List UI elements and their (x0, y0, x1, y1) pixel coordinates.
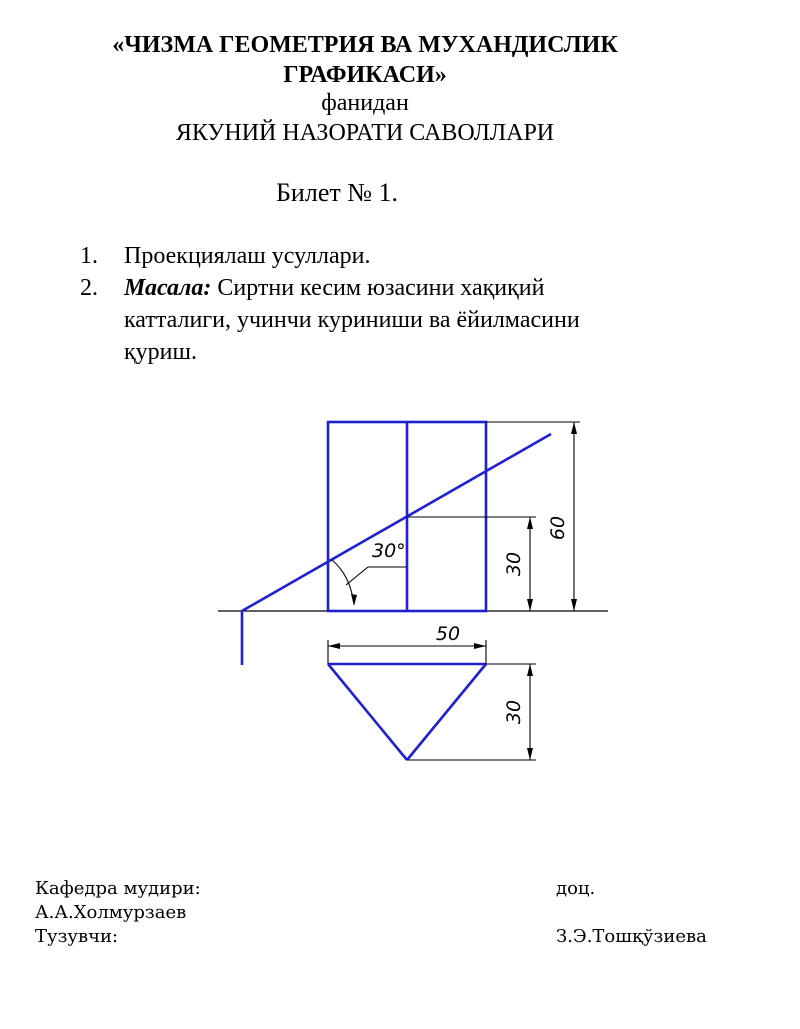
question-2-text-line1: Сиртни кесим юзасини хақиқий (217, 275, 545, 301)
arrow-angle (351, 594, 357, 606)
angle-leader (346, 567, 406, 585)
top-view (328, 664, 486, 760)
author-name: З.Э.Тошқўзиева (556, 926, 707, 947)
question-2-label: Масала: (124, 275, 212, 301)
author-label: Тузувчи: (35, 926, 119, 947)
dept-head-label: Кафедра мудири: (35, 878, 201, 899)
dept-head-title: доц. (556, 878, 596, 899)
doc-title-line2: ГРАФИКАСИ» (283, 62, 447, 88)
arrow-depth-top (527, 664, 533, 676)
arrow-30-bottom (527, 599, 533, 611)
arrow-30-top (527, 517, 533, 529)
dimension-labels (372, 516, 569, 724)
dim-30-label: 30 (503, 551, 525, 577)
question-1-text: Проекциялаш усуллари. (124, 243, 371, 269)
ticket-number: Билет № 1. (276, 178, 399, 207)
top-view-edge-left (328, 664, 407, 760)
question-1-number: 1. (80, 243, 98, 269)
dim-depth-label: 30 (503, 699, 525, 725)
arrow-depth-bottom (527, 748, 533, 760)
cutting-plane-line (242, 434, 551, 611)
question-2-text-line2: катталиги, учинчи куриниши ва ёйилмасини (124, 307, 580, 333)
arrow-60-bottom (571, 599, 577, 611)
doc-exam-title: ЯКУНИЙ НАЗОРАТИ САВОЛЛАРИ (175, 120, 555, 146)
arrow-50-left (328, 643, 340, 649)
arrow-60-top (571, 422, 577, 434)
top-view-edge-right (407, 664, 486, 760)
doc-title-line1: «ЧИЗМА ГЕОМЕТРИЯ ВА МУХАНДИСЛИК (112, 32, 618, 58)
angle-label: 30° (372, 540, 406, 562)
question-2-text-line3: қуриш. (124, 339, 197, 365)
dim-60-label: 60 (547, 515, 569, 541)
dim-50-label: 50 (435, 623, 461, 645)
dept-head-name: А.А.Холмурзаев (35, 902, 187, 923)
question-2-number: 2. (80, 275, 98, 301)
angle-arc (332, 560, 354, 604)
doc-subject-line: фанидан (321, 90, 409, 116)
arrow-50-right (474, 643, 486, 649)
